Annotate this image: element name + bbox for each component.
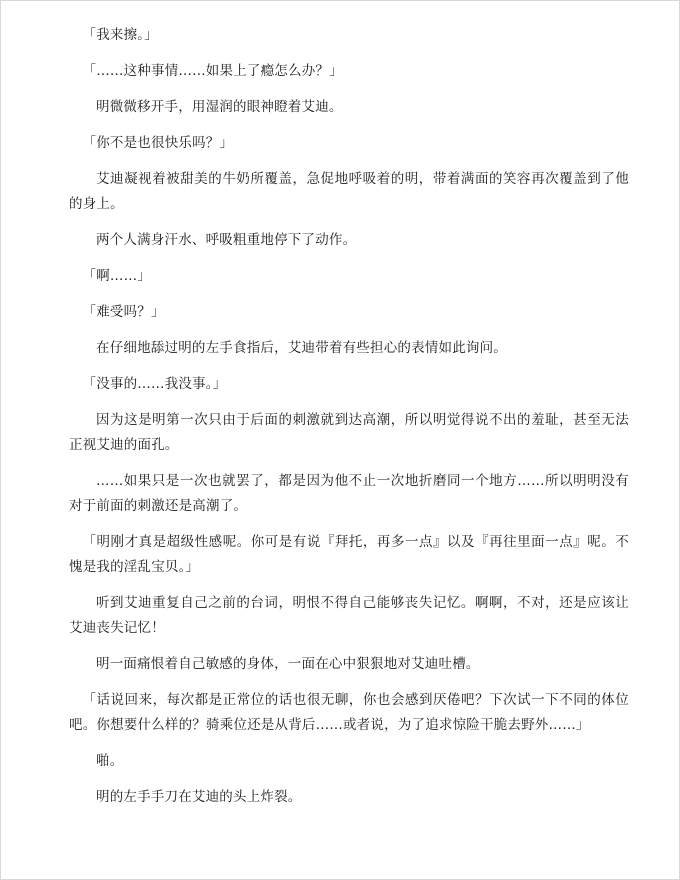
paragraph: 艾迪凝视着被甜美的牛奶所覆盖，急促地呼吸着的明，带着满面的笑容再次覆盖到了他的身上。	[69, 171, 629, 212]
paragraph: 明微微移开手，用湿润的眼神瞪着艾迪。	[96, 99, 343, 115]
paragraph: 明一面痛恨着自己敏感的身体，一面在心中狠狠地对艾迪吐槽。	[96, 656, 480, 672]
paragraph: 「明刚才真是超级性感呢。你可是有说『拜托，再多一点』以及『再往里面一点』呢。不愧是我的淫乱宝贝。」	[69, 534, 629, 575]
paragraph: 「啊……」	[82, 268, 151, 284]
paragraph: 「……这种事情……如果上了瘾怎么办？」	[82, 63, 343, 79]
paragraph: ……如果只是一次也就罢了，都是因为他不止一次地折磨同一个地方……所以明明没有对于前面的刺激还是高潮了。	[69, 473, 629, 514]
paragraph: 啪。	[96, 753, 124, 769]
paragraph: 两个人满身汗水、呼吸粗重地停下了动作。	[96, 232, 357, 248]
paragraph: 听到艾迪重复自己之前的台词，明恨不得自己能够丧失记忆。啊啊，不对，还是应该让艾迪丧失记忆！	[69, 595, 629, 636]
paragraph: 「我来擦。」	[82, 27, 158, 43]
paragraph: 「话说回来，每次都是正常位的话也很无聊，你也会感到厌倦吧？下次试一下不同的体位吧。你想要什么样的？骑乘位还是从背后……或者说，为了追求惊险干脆去野外……」	[69, 692, 629, 733]
paragraph: 「你不是也很快乐吗？」	[82, 135, 234, 151]
paragraph: 在仔细地舔过明的左手食指后，艾迪带着有些担心的表情如此询问。	[96, 340, 507, 356]
document-text-column	[69, 23, 629, 821]
paragraph: 「难受吗？」	[82, 304, 165, 320]
paragraph: 明的左手手刀在艾迪的头上炸裂。	[96, 789, 302, 805]
paragraph: 「没事的……我没事。」	[82, 376, 227, 392]
paragraph: 因为这是明第一次只由于后面的刺激就到达高潮，所以明觉得说不出的羞耻，甚至无法正视艾迪的面孔。	[69, 412, 629, 453]
